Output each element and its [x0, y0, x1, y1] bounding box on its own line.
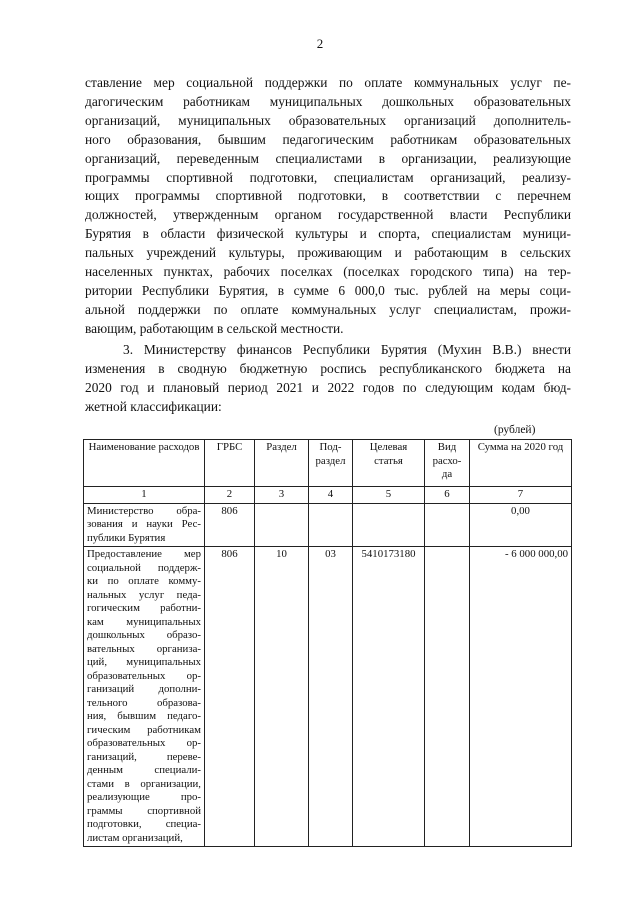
paragraph-line: 3. Министерству финансов Республики Бурятия (Мухин В.В.) внести — [123, 342, 571, 357]
page-number: 2 — [316, 36, 324, 51]
row-name-line: нальных услуг педа- — [87, 588, 201, 601]
col-number: 7 — [470, 487, 572, 504]
row-name-line: денным специали- — [87, 764, 201, 776]
row-subsection: 03 — [309, 547, 353, 847]
row-name-line: гогическим работни- — [87, 602, 201, 614]
col-number: 6 — [425, 487, 470, 504]
table-row — [84, 503, 572, 547]
row-name-line: ганизаций дополни- — [87, 683, 201, 695]
budget-table — [83, 439, 572, 847]
row-name-line: дошкольных образо- — [87, 629, 201, 641]
header-amount: Сумма на 2020 год — [470, 440, 572, 487]
row-name-line: образовательных ор- — [87, 737, 201, 749]
row-target — [353, 503, 425, 547]
paragraph-line: Бурятия в области физической культуры и спорта, специалистам муници- — [85, 226, 571, 242]
paragraph-line: организаций, муниципальных образовательных организаций дополнитель- — [85, 112, 571, 128]
row-name — [84, 547, 205, 847]
row-name-line: публики Бурятия — [87, 531, 166, 544]
paragraph-line: ставление мер социальной поддержки по оплате коммунальных услуг пе- — [85, 75, 571, 90]
row-name-line: социальной поддерж- — [87, 561, 201, 574]
paragraph-line: программы спортивной подготовки, специалистам организаций, реализу- — [85, 169, 571, 185]
header-target: Целевая статья — [353, 440, 425, 487]
row-subsection — [309, 503, 353, 547]
row-amount: 0,00 — [470, 503, 572, 547]
column-number-row — [84, 487, 572, 504]
header-type: Вид расхо-да — [425, 440, 470, 487]
row-name-line: тельного образова- — [87, 696, 201, 709]
row-name-line: кам муниципальных — [87, 615, 201, 628]
row-amount: - 6 000 000,00 — [470, 547, 572, 847]
paragraph-line: жетной классификации: — [85, 398, 222, 414]
paragraph-line: ритории Республики Бурятия, в сумме 6 000,0 тыс. рублей на меры соци- — [85, 282, 571, 298]
row-name-line: Министерство обра- — [87, 504, 201, 517]
col-number: 5 — [353, 487, 425, 504]
col-number: 3 — [255, 487, 309, 504]
col-number: 2 — [205, 487, 255, 504]
row-name-line: ки по оплате комму- — [87, 575, 201, 587]
row-name-line: зования и науки Рес- — [87, 518, 201, 530]
row-section: 10 — [255, 547, 309, 847]
row-name-line: ганизаций, переве- — [87, 750, 201, 763]
row-grbs: 806 — [205, 503, 255, 547]
header-subsection: Под-раздел — [309, 440, 353, 487]
paragraph-line: ющих программы спортивной подготовки, в соответствии с перечнем — [85, 188, 571, 204]
paragraph-line: организаций, переведенным специалистами в организации, реализующие — [85, 150, 571, 166]
row-name-line: Предоставление мер — [87, 548, 201, 560]
row-name-line: образовательных ор- — [87, 669, 201, 682]
paragraph-2 — [85, 341, 571, 417]
paragraph-line: должностей, утвержденным органом государственной власти Республики — [85, 207, 571, 223]
paragraph-line: альной поддержки по оплате коммунальных услуг специалистам, прожи- — [85, 301, 571, 317]
header-name: Наименование расходов — [84, 440, 205, 487]
paragraph-line: 2020 год и плановый период 2021 и 2022 годов по следующим кодам бюд- — [85, 379, 571, 395]
paragraph-line: вающим, работающим в сельской местности. — [85, 320, 344, 336]
row-name-line: вательных организа- — [87, 642, 201, 655]
unit-label: (рублей) — [494, 424, 536, 436]
row-grbs: 806 — [205, 547, 255, 847]
paragraph-line: дагогическим работникам муниципальных дошкольных образовательных — [85, 93, 571, 109]
row-name-line: ций, муниципальных — [87, 656, 201, 668]
header-grbs: ГРБС — [205, 440, 255, 487]
table-header-row — [84, 440, 572, 487]
row-type — [425, 547, 470, 847]
paragraph-1 — [85, 74, 571, 339]
row-name-line: граммы спортивной — [87, 804, 201, 817]
row-name-line: гическим работникам — [87, 723, 201, 736]
row-name-line: реализующие про- — [87, 791, 201, 803]
row-type — [425, 503, 470, 547]
row-name-line: подготовки, специа- — [87, 818, 201, 830]
table-row — [84, 547, 572, 847]
col-number: 4 — [309, 487, 353, 504]
header-section: Раздел — [255, 440, 309, 487]
row-name-line: ния, бывшим педаго- — [87, 710, 201, 722]
row-section — [255, 503, 309, 547]
col-number: 1 — [84, 487, 205, 504]
paragraph-line: населенных пунктах, рабочих поселках (поселках городского типа) на тер- — [85, 264, 571, 280]
row-target: 5410173180 — [353, 547, 425, 847]
row-name — [84, 503, 205, 547]
row-name-line: листам организаций, — [87, 831, 183, 844]
row-name-line: стами в организации, — [87, 777, 201, 790]
paragraph-line: изменения в сводную бюджетную роспись республиканского бюджета на — [85, 360, 571, 376]
paragraph-line: ного образования, бывшим педагогическим работникам образовательных — [85, 131, 571, 147]
paragraph-line: пальных учреждений культуры, проживающим и работающим в сельских — [85, 245, 571, 261]
